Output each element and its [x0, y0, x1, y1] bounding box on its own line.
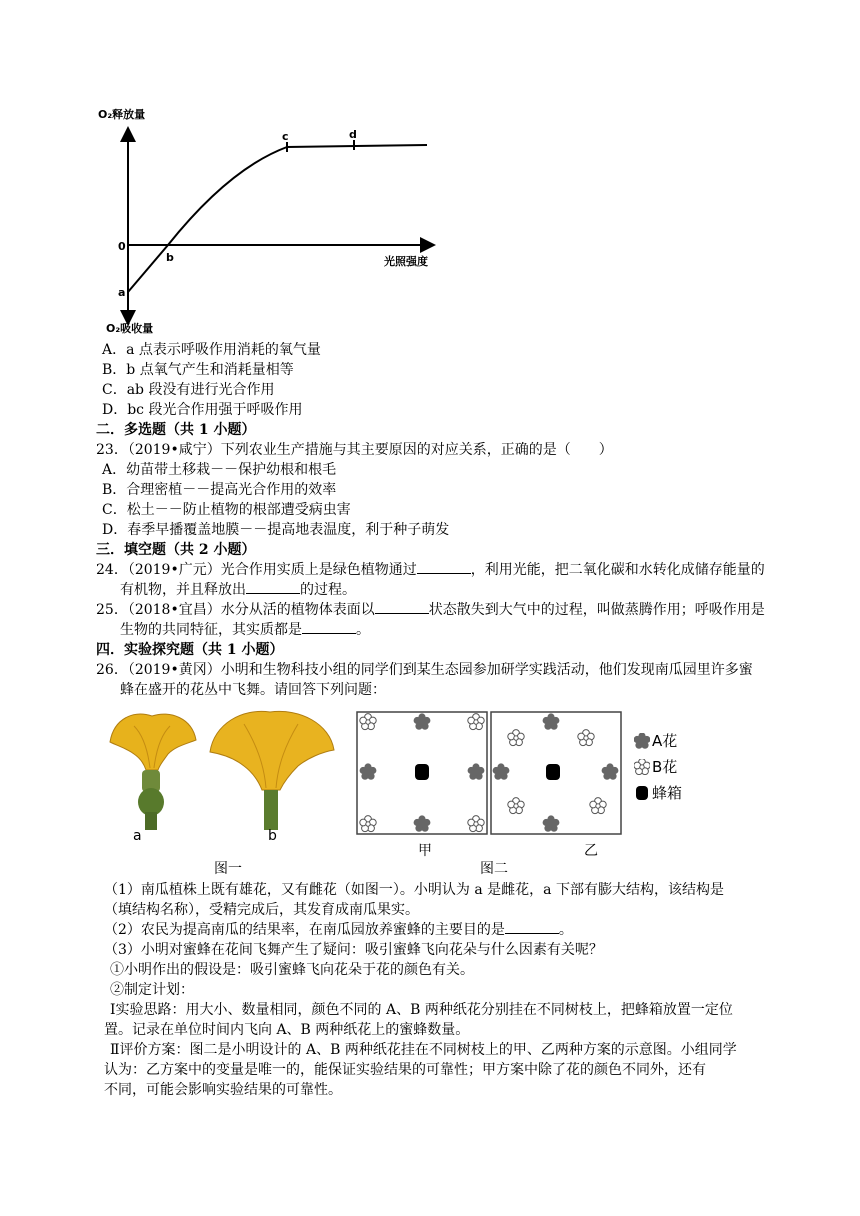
flower-b-label: b	[268, 828, 277, 844]
q26-hypothesis: ①小明作出的假设是：吸引蜜蜂飞向花朵于花的颜色有关。	[110, 962, 474, 978]
q24-line1: 24．（2019•广元）光合作用实质上是绿色植物通过 ，利用光能，把二氧化碳和水转化成储存能量的	[96, 562, 765, 578]
q26-sub1-line1: （1）南瓜植株上既有雄花，又有雌花（如图一）。小明认为 a 是雌花，a 下部有膨大结构，该结构是	[104, 882, 724, 898]
q26-sub1-line2: （填结构名称），受精完成后，其发育成南瓜果实。	[104, 902, 419, 918]
b-flower-icon	[634, 759, 650, 775]
q26-idea-line1: Ⅰ实验思路：用大小、数量相同，颜色不同的 A、B 两种纸花分别挂在不同树枝上，把蜂箱放置一定位	[110, 1002, 733, 1018]
legend-a-flower: A花	[634, 730, 677, 751]
q25-line2: 生物的共同特征，其实质都是 。	[120, 622, 370, 638]
figure-1-caption: 图一	[214, 861, 242, 877]
q23-option-a: A．幼苗带土移栽－－保护幼根和根毛	[102, 462, 337, 478]
legend-beehive: 蜂箱	[634, 782, 682, 803]
flower-a-label: a	[133, 828, 142, 844]
q26-eval-line2: 认为：乙方案中的变量是唯一的，能保证实验结果的可靠性；甲方案中除了花的颜色不同外，还有	[104, 1062, 706, 1078]
oxygen-light-graph	[92, 100, 452, 340]
q26-blank-2	[505, 921, 559, 934]
q23-option-d: D．春季早播覆盖地膜－－提高地表温度，利于种子萌发	[102, 522, 450, 538]
q24-blank-2	[246, 581, 300, 594]
point-c: c	[282, 130, 289, 143]
point-b: b	[166, 251, 174, 264]
plan-jia-label: 甲	[418, 843, 432, 859]
o2-curve	[128, 145, 427, 292]
q22-option-c: C．ab 段没有进行光合作用	[102, 382, 275, 398]
q26-line1: 26．（2019•黄冈）小明和生物科技小组的同学们到某生态园参加研学实践活动，他们发现南瓜园里许多蜜	[96, 662, 753, 678]
q26-plan-heading: ②制定计划：	[110, 982, 194, 998]
y-bottom-label: O₂吸收量	[106, 322, 154, 335]
point-a: a	[118, 286, 126, 299]
section-multiple-choice: 二．多选题（共 1 小题）	[96, 422, 256, 438]
q26-sub3: （3）小明对蜜蜂在花间飞舞产生了疑问：吸引蜜蜂飞向花朵与什么因素有关呢？	[104, 942, 603, 958]
q26-idea-line2: 置。记录在单位时间内飞向 A、B 两种纸花上的蜜蜂数量。	[104, 1022, 470, 1038]
q22-option-a: A．a 点表示呼吸作用消耗的氧气量	[102, 342, 321, 358]
q25-line1: 25．（2018•宜昌）水分从活的植物体表面以 状态散失到大气中的过程，叫做蒸腾作用；呼吸作用是	[96, 602, 765, 618]
section-fill-blank: 三．填空题（共 2 小题）	[96, 542, 256, 558]
q23-stem: 23．（2019•咸宁）下列农业生产措施与其主要原因的对应关系，正确的是（ ）	[96, 442, 613, 458]
figure-2-caption: 图二	[480, 861, 508, 877]
q26-eval-line3: 不同，可能会影响实验结果的可靠性。	[104, 1082, 342, 1098]
flower-a-image	[104, 708, 200, 833]
x-axis-label: 光照强度	[384, 255, 428, 268]
q22-option-b: B．b 点氧气产生和消耗量相等	[102, 362, 294, 378]
q26-sub2: （2）农民为提高南瓜的结果率，在南瓜园放养蜜蜂的主要目的是 。	[104, 922, 573, 938]
beehive-icon	[634, 785, 650, 801]
a-flower-icon	[634, 733, 650, 749]
plan-diagrams	[354, 708, 624, 838]
point-d: d	[349, 128, 357, 141]
q24-blank-1	[417, 561, 471, 574]
plan-yi-label: 乙	[584, 843, 598, 859]
q23-option-c: C．松土－－防止植物的根部遭受病虫害	[102, 502, 351, 518]
legend-b-flower: B花	[634, 756, 677, 777]
q22-option-d: D．bc 段光合作用强于呼吸作用	[102, 402, 303, 418]
y-top-label: O₂释放量	[98, 108, 146, 121]
q25-blank-2	[302, 621, 356, 634]
flower-b-image	[206, 704, 336, 834]
section-experiment: 四．实验探究题（共 1 小题）	[96, 642, 284, 658]
origin-label: 0	[118, 240, 126, 253]
q23-option-b: B．合理密植－－提高光合作用的效率	[102, 482, 337, 498]
q25-blank-1	[375, 601, 429, 614]
q24-line2: 有机物，并且释放出 的过程。	[120, 582, 356, 598]
q26-eval-line1: Ⅱ评价方案：图二是小明设计的 A、B 两种纸花挂在不同树枝上的甲、乙两种方案的示意图。小组同学	[110, 1042, 737, 1058]
q26-line2: 蜂在盛开的花丛中飞舞。请回答下列问题：	[120, 682, 386, 698]
